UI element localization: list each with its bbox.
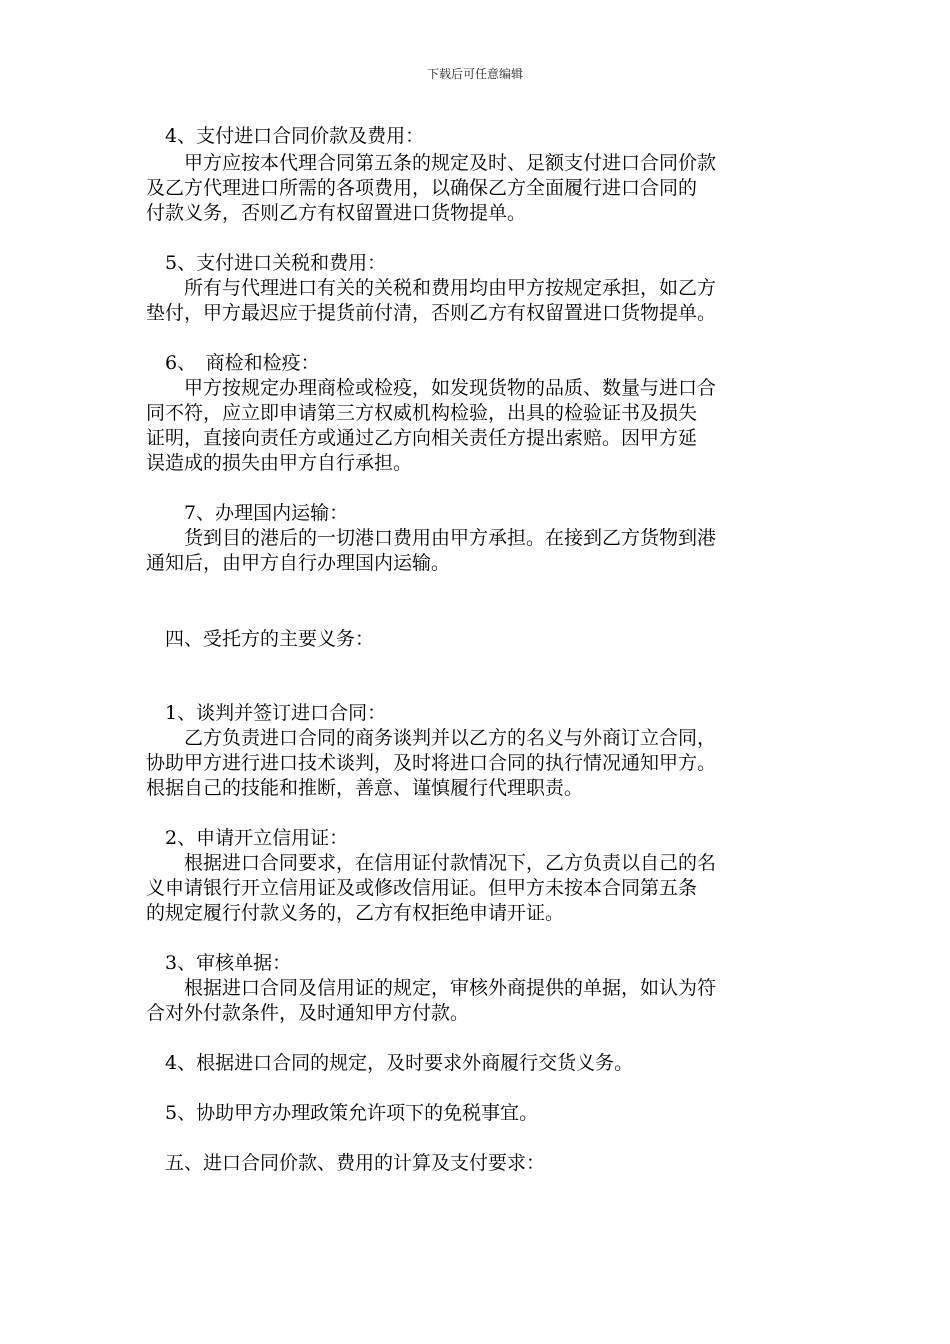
section-item-5: 5、协助甲方办理政策允许项下的免税事宜。: [146, 1102, 539, 1124]
paragraph-line: 通知后，由甲方自行办理国内运输。: [146, 552, 451, 574]
paragraph-line: 付款义务，否则乙方有权留置进口货物提单。: [146, 202, 527, 224]
section-heading-2: 2、申请开立信用证：: [146, 827, 349, 849]
chapter-heading-5: 五、进口合同价款、费用的计算及支付要求：: [146, 1152, 546, 1174]
chapter-heading-4: 四、受托方的主要义务：: [146, 628, 375, 650]
section-item-4: 4、根据进口合同的规定，及时要求外商履行交货义务。: [146, 1052, 634, 1074]
paragraph-line: 乙方负责进口合同的商务谈判并以乙方的名义与外商订立合同，: [146, 727, 717, 749]
paragraph-line: 所有与代理进口有关的关税和费用均由甲方按规定承担，如乙方: [146, 277, 717, 299]
paragraph-line: 甲方按规定办理商检或检疫，如发现货物的品质、数量与进口合: [146, 377, 717, 399]
paragraph-line: 协助甲方进行进口技术谈判，及时将进口合同的执行情况通知甲方。: [146, 752, 717, 774]
section-heading-6: 6、 商检和检疫：: [146, 352, 320, 374]
paragraph-line: 同不符，应立即申请第三方权威机构检验，出具的检验证书及损失: [146, 402, 698, 424]
page-header: 下载后可任意编辑: [426, 67, 523, 81]
section-heading-5: 5、支付进口关税和费用：: [146, 252, 387, 274]
paragraph-line: 及乙方代理进口所需的各项费用，以确保乙方全面履行进口合同的: [146, 177, 698, 199]
paragraph-line: 误造成的损失由甲方自行承担。: [146, 452, 413, 474]
section-heading-1: 1、谈判并签订进口合同：: [146, 702, 387, 724]
paragraph-line: 证明，直接向责任方或通过乙方向相关责任方提出索赔。因甲方延: [146, 427, 698, 449]
section-heading-3: 3、审核单据：: [146, 952, 292, 974]
paragraph-line: 义申请银行开立信用证及或修改信用证。但甲方未按本合同第五条: [146, 877, 698, 899]
paragraph-line: 根据进口合同及信用证的规定，审核外商提供的单据，如认为符: [146, 977, 717, 999]
paragraph-line: 货到目的港后的一切港口费用由甲方承担。在接到乙方货物到港: [146, 527, 717, 549]
section-heading-7: 7、办理国内运输：: [146, 502, 349, 524]
paragraph-line: 根据进口合同要求，在信用证付款情况下，乙方负责以自己的名: [146, 852, 717, 874]
paragraph-line: 根据自己的技能和推断，善意、谨慎履行代理职责。: [146, 777, 584, 799]
paragraph-line: 甲方应按本代理合同第五条的规定及时、足额支付进口合同价款: [146, 152, 717, 174]
paragraph-line: 垫付，甲方最迟应于提货前付清，否则乙方有权留置进口货物提单。: [146, 302, 717, 324]
section-heading-4: 4、支付进口合同价款及费用：: [146, 125, 425, 147]
paragraph-line: 的规定履行付款义务的，乙方有权拒绝申请开证。: [146, 902, 565, 924]
paragraph-line: 合对外付款条件，及时通知甲方付款。: [146, 1002, 470, 1024]
